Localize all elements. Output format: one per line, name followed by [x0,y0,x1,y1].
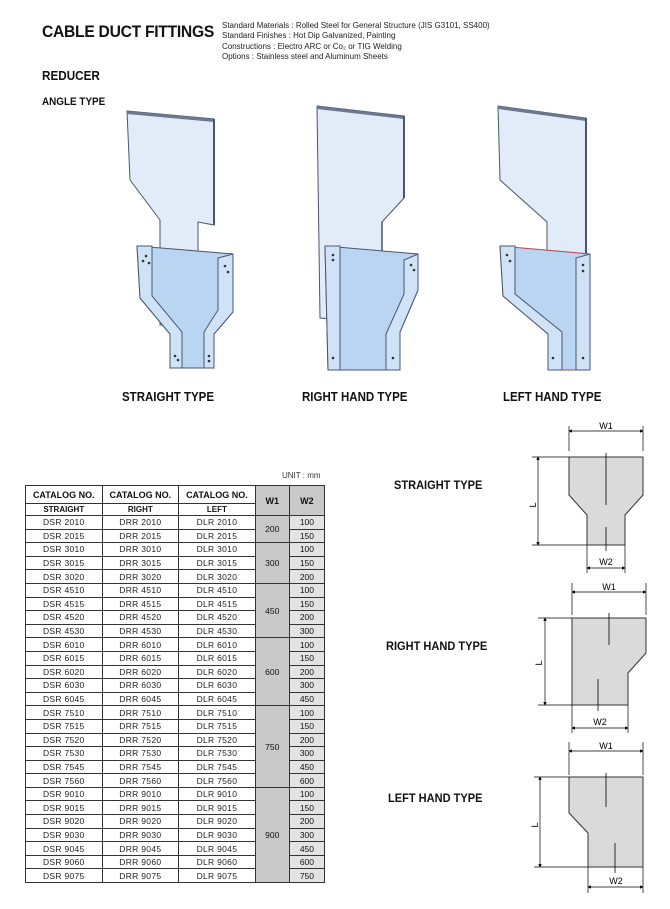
w1-cell: 200 [255,516,289,543]
catalog-left-cell: DLR 6045 [179,692,256,706]
w2-cell: 100 [289,543,324,557]
catalog-right-cell: DRR 9045 [102,842,179,856]
catalog-right-cell: DRR 6015 [102,651,179,665]
catalog-right-cell: DRR 9020 [102,815,179,829]
catalog-left-cell: DLR 6010 [179,638,256,652]
header-w1: W1 [255,486,289,516]
w2-cell: 100 [289,583,324,597]
left-body-illustration [500,246,590,370]
catalog-left-cell: DLR 7560 [179,774,256,788]
spec-options: Options : Stainless steel and Aluminum Sheets [222,52,388,62]
catalog-straight-cell: DSR 9060 [26,855,103,869]
w2-cell: 300 [289,679,324,693]
header-straight: STRAIGHT [26,504,103,516]
catalog-left-cell: DLR 6020 [179,665,256,679]
catalog-left-cell: DLR 3010 [179,543,256,557]
w2-cell: 100 [289,516,324,530]
catalog-left-cell: DLR 3015 [179,556,256,570]
catalog-left-cell: DLR 9020 [179,815,256,829]
diagram-label-left: LEFT HAND TYPE [388,791,483,805]
table-row [26,638,325,652]
catalog-left-cell: DLR 9015 [179,801,256,815]
catalog-right-cell: DRR 6020 [102,665,179,679]
catalog-straight-cell: DSR 7560 [26,774,103,788]
w2-cell: 150 [289,719,324,733]
catalog-left-cell: DLR 7530 [179,747,256,761]
dim-w1-right: W1 [602,582,616,592]
catalog-right-cell: DRR 7560 [102,774,179,788]
w2-cell: 300 [289,828,324,842]
catalog-left-cell: DLR 4510 [179,583,256,597]
right-body-illustration [325,246,418,370]
w2-cell: 150 [289,597,324,611]
w2-cell: 450 [289,842,324,856]
w1-cell: 600 [255,638,289,706]
catalog-table [25,485,325,883]
catalog-right-cell: DRR 3015 [102,556,179,570]
catalog-left-cell: DLR 6015 [179,651,256,665]
w1-cell: 750 [255,706,289,788]
w2-cell: 150 [289,801,324,815]
dim-l-left: L [530,822,540,828]
w2-cell: 750 [289,869,324,883]
catalog-right-cell: DRR 3010 [102,543,179,557]
catalog-right-cell: DRR 7510 [102,706,179,720]
dim-l-straight: L [528,502,538,508]
w2-cell: 150 [289,556,324,570]
catalog-left-cell: DLR 4530 [179,624,256,638]
catalog-straight-cell: DSR 9030 [26,828,103,842]
catalog-left-cell: DLR 2015 [179,529,256,543]
table-row [26,787,325,801]
caption-left-hand-type: LEFT HAND TYPE [503,390,602,404]
catalog-straight-cell: DSR 6045 [26,692,103,706]
w2-cell: 300 [289,624,324,638]
spec-finishes: Standard Finishes : Hot Dip Galvanized, Painting [222,31,396,41]
w2-cell: 200 [289,733,324,747]
header-left: LEFT [179,504,256,516]
w2-cell: 450 [289,760,324,774]
catalog-right-cell: DRR 2015 [102,529,179,543]
dimension-diagrams [520,415,670,909]
catalog-right-cell: DRR 7530 [102,747,179,761]
spec-list [222,21,490,63]
w1-cell: 900 [255,787,289,882]
catalog-right-cell: DRR 4530 [102,624,179,638]
spec-constructions: Constructions : Electro ARC or Co₂ or TIG Welding [222,41,402,51]
w1-cell: 300 [255,543,289,584]
catalog-right-cell: DRR 9010 [102,787,179,801]
catalog-straight-cell: DSR 9075 [26,869,103,883]
catalog-straight-cell: DSR 7530 [26,747,103,761]
catalog-left-cell: DLR 9075 [179,869,256,883]
table-row [26,543,325,557]
catalog-left-cell: DLR 9045 [179,842,256,856]
caption-right-hand-type: RIGHT HAND TYPE [302,390,408,404]
catalog-right-cell: DRR 7520 [102,733,179,747]
table-row [26,706,325,720]
dim-w2-right: W2 [593,717,607,727]
catalog-straight-cell: DSR 2010 [26,516,103,530]
catalog-left-cell: DLR 6030 [179,679,256,693]
catalog-right-cell: DRR 4515 [102,597,179,611]
catalog-right-cell: DRR 6030 [102,679,179,693]
caption-straight-type: STRAIGHT TYPE [122,390,215,404]
header-w2: W2 [289,486,324,516]
catalog-straight-cell: DSR 7545 [26,760,103,774]
w2-cell: 600 [289,774,324,788]
catalog-right-cell: DRR 9060 [102,855,179,869]
catalog-straight-cell: DSR 4510 [26,583,103,597]
section-title: REDUCER [42,68,100,83]
right-dimension-diagram [534,582,646,733]
w2-cell: 300 [289,747,324,761]
catalog-straight-cell: DSR 7515 [26,719,103,733]
header-catalog-left: CATALOG NO. [179,486,256,504]
catalog-right-cell: DRR 6010 [102,638,179,652]
page-title: CABLE DUCT FITTINGS [42,22,214,41]
straight-dimension-diagram [528,421,643,573]
diagram-label-right: RIGHT HAND TYPE [386,639,488,653]
catalog-straight-cell: DSR 3010 [26,543,103,557]
w2-cell: 200 [289,665,324,679]
catalog-right-cell: DRR 6045 [102,692,179,706]
header-catalog-right: CATALOG NO. [102,486,179,504]
catalog-left-cell: DLR 9010 [179,787,256,801]
catalog-left-cell: DLR 7515 [179,719,256,733]
catalog-right-cell: DRR 4520 [102,611,179,625]
w2-cell: 200 [289,815,324,829]
catalog-left-cell: DLR 4520 [179,611,256,625]
catalog-right-cell: DRR 9015 [102,801,179,815]
w2-cell: 200 [289,611,324,625]
product-illustrations [0,100,670,385]
catalog-straight-cell: DSR 4530 [26,624,103,638]
dim-w2-left: W2 [609,876,623,886]
catalog-left-cell: DLR 9060 [179,855,256,869]
w2-cell: 100 [289,706,324,720]
catalog-left-cell: DLR 9030 [179,828,256,842]
catalog-straight-cell: DSR 3015 [26,556,103,570]
w2-cell: 150 [289,651,324,665]
catalog-straight-cell: DSR 3020 [26,570,103,584]
subsection-title: ANGLE TYPE [42,96,106,108]
catalog-right-cell: DRR 2010 [102,516,179,530]
catalog-right-cell: DRR 7515 [102,719,179,733]
catalog-right-cell: DRR 9075 [102,869,179,883]
table-row [26,516,325,530]
catalog-left-cell: DLR 7545 [179,760,256,774]
catalog-straight-cell: DSR 9015 [26,801,103,815]
header-right: RIGHT [102,504,179,516]
header-catalog-straight: CATALOG NO. [26,486,103,504]
catalog-straight-cell: DSR 6010 [26,638,103,652]
catalog-table-body [26,516,325,883]
catalog-straight-cell: DSR 9045 [26,842,103,856]
catalog-right-cell: DRR 4510 [102,583,179,597]
diagram-label-straight: STRAIGHT TYPE [394,478,483,492]
catalog-right-cell: DRR 9030 [102,828,179,842]
w2-cell: 150 [289,529,324,543]
catalog-straight-cell: DSR 4520 [26,611,103,625]
dim-w2-straight: W2 [599,557,613,567]
catalog-left-cell: DLR 4515 [179,597,256,611]
catalog-straight-cell: DSR 9010 [26,787,103,801]
spec-materials: Standard Materials : Rolled Steel for General Structure (JIS G3101, SS400) [222,21,490,30]
dim-l-right: L [534,660,544,666]
catalog-straight-cell: DSR 7510 [26,706,103,720]
catalog-straight-cell: DSR 9020 [26,815,103,829]
w2-cell: 200 [289,570,324,584]
dim-w1-left: W1 [599,741,613,751]
w2-cell: 600 [289,855,324,869]
table-row [26,583,325,597]
catalog-left-cell: DLR 3020 [179,570,256,584]
catalog-right-cell: DRR 7545 [102,760,179,774]
straight-body-illustration [137,246,233,368]
left-dimension-diagram [530,741,643,893]
catalog-left-cell: DLR 2010 [179,516,256,530]
w2-cell: 450 [289,692,324,706]
catalog-left-cell: DLR 7510 [179,706,256,720]
catalog-left-cell: DLR 7520 [179,733,256,747]
catalog-straight-cell: DSR 6030 [26,679,103,693]
w2-cell: 100 [289,787,324,801]
unit-label: UNIT : mm [282,471,321,480]
catalog-straight-cell: DSR 4515 [26,597,103,611]
w2-cell: 100 [289,638,324,652]
catalog-straight-cell: DSR 2015 [26,529,103,543]
w1-cell: 450 [255,583,289,637]
catalog-right-cell: DRR 3020 [102,570,179,584]
dim-w1-straight: W1 [599,421,613,431]
catalog-straight-cell: DSR 7520 [26,733,103,747]
catalog-straight-cell: DSR 6015 [26,651,103,665]
catalog-straight-cell: DSR 6020 [26,665,103,679]
